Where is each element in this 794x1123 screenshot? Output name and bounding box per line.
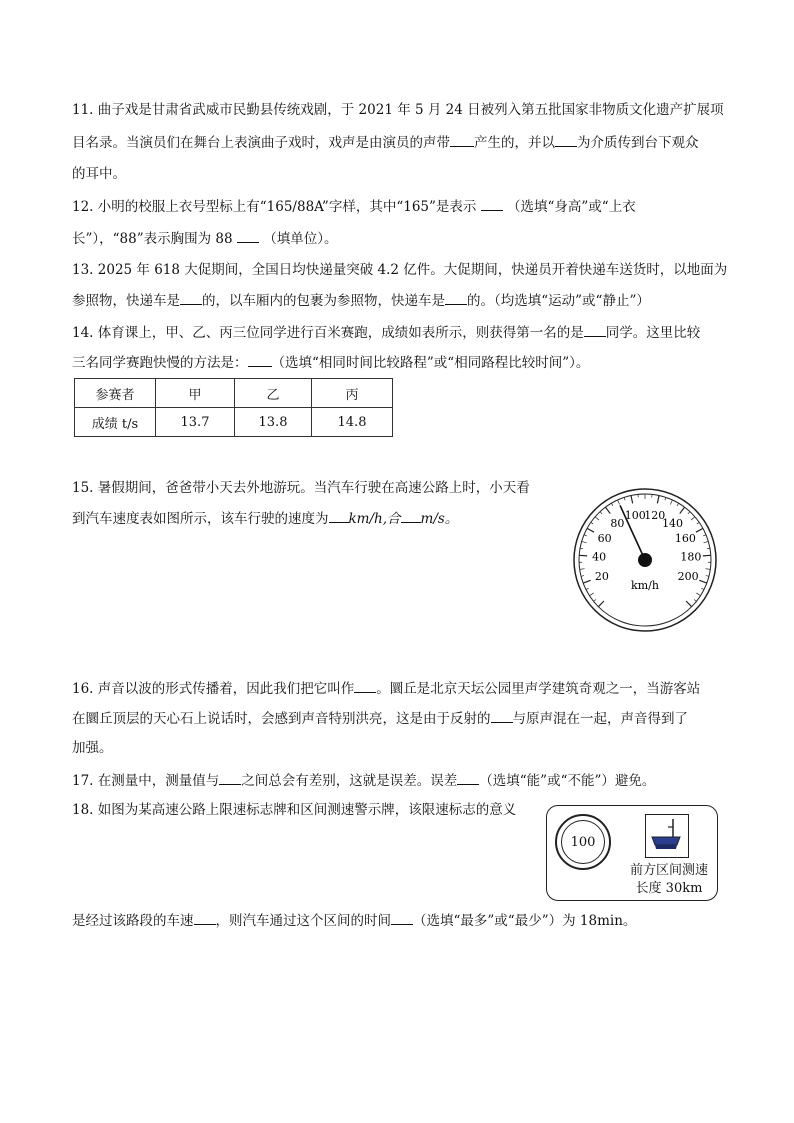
gauge-tick-label: 160 <box>674 531 696 545</box>
table-header-cell: 甲 <box>156 379 235 408</box>
q16-blank-1[interactable] <box>354 678 376 693</box>
q18-line2 <box>72 910 636 931</box>
q15-text-b: km/h,合 <box>348 511 401 527</box>
q15-line2 <box>72 508 458 529</box>
q14-text-c: 三名同学赛跑快慢的方法是： <box>72 355 248 371</box>
speed-camera-icon <box>646 815 687 856</box>
q11-line3: 的耳中。 <box>72 166 126 182</box>
q11-line1: 11. 曲子戏是甘肃省武威市民勤县传统戏剧，于 2021 年 5 月 24 日被列入第五批国家非物质文化遗产扩展项 <box>72 102 724 118</box>
q18-text-c: （选填“最多”或“最少”）为 18min。 <box>413 913 637 929</box>
sign-text-line1: 前方区间测速 <box>629 863 708 878</box>
table-row <box>75 408 393 437</box>
q11-text-a: 目名录。当演员们在舞台上表演曲子戏时，戏声是由演员的声带 <box>72 135 450 151</box>
q11-blank-1[interactable] <box>450 132 474 147</box>
sign-text-line2: 长度 30km <box>635 881 703 896</box>
q17-text-b: 之间总会有差别，这就是误差。误差 <box>241 773 458 789</box>
table-row <box>75 379 393 408</box>
q15-text-c: m/s。 <box>420 511 459 527</box>
q17-text-a: 17. 在测量中，测量值与 <box>72 773 220 789</box>
gauge-hub <box>638 553 652 567</box>
q16-text-c: 在圜丘顶层的天心石上说话时，会感到声音特别洪亮，这是由于反射的 <box>72 711 491 727</box>
road-sign-panel <box>546 805 718 901</box>
table-header-cell: 参赛者 <box>75 379 156 408</box>
q14-text-d: （选填“相同时间比较路程”或“相同路程比较时间”）。 <box>271 355 590 371</box>
speedometer-gauge <box>572 487 718 633</box>
gauge-tick-label: 180 <box>680 550 702 564</box>
table-row-label: 成绩 t/s <box>75 408 156 437</box>
q15-blank-1[interactable] <box>329 508 349 523</box>
q12-blank-1[interactable] <box>481 196 503 211</box>
q18-blank-2[interactable] <box>391 910 413 925</box>
q16-blank-2[interactable] <box>491 708 513 723</box>
q17-blank-1[interactable] <box>219 770 241 785</box>
gauge-tick-label: 60 <box>597 531 612 545</box>
q13-text-c: 的。（均选填“运动”或“静止”） <box>467 293 650 309</box>
table-header-cell: 丙 <box>312 379 393 408</box>
q16-text-b: 。圜丘是北京天坛公园里声学建筑奇观之一，当游客站 <box>376 681 701 697</box>
q14-text-b: 同学。这里比较 <box>605 325 701 341</box>
q14-line2 <box>72 352 589 373</box>
gauge-tick-label: 100 <box>624 509 646 523</box>
q13-line2 <box>72 290 650 311</box>
q18-text-a: 是经过该路段的车速 <box>72 913 194 929</box>
gauge-tick-label: 120 <box>644 509 666 523</box>
q11-text-c: 为介质传到台下观众 <box>577 135 699 151</box>
gauge-tick-label: 80 <box>610 517 625 531</box>
speed-limit-sign <box>555 814 611 870</box>
gauge-unit-label: km/h <box>631 579 659 592</box>
q18-line1: 18. 如图为某高速公路上限速标志牌和区间测速警示牌，该限速标志的意义 <box>72 802 517 818</box>
q11-blank-2[interactable] <box>555 132 577 147</box>
q17-blank-2[interactable] <box>457 770 479 785</box>
q18-text-b: ，则汽车通过这个区间的时间 <box>215 913 391 929</box>
q12-text-b: （选填“身高”或“上衣 <box>507 199 636 215</box>
q13-line1: 13. 2025 年 618 大促期间，全国日均快递量突破 4.2 亿件。大促期间，快递员开着快递车送货时，以地面为 <box>72 262 728 278</box>
table-header-cell: 乙 <box>235 379 312 408</box>
q14-blank-1[interactable] <box>584 322 606 337</box>
q12-line1 <box>72 196 636 217</box>
gauge-tick <box>579 555 587 556</box>
q14-line1 <box>72 322 700 343</box>
q14-blank-2[interactable] <box>248 352 272 367</box>
q12-text-d: （填单位）。 <box>263 231 338 247</box>
q13-blank-2[interactable] <box>445 290 467 305</box>
q17-text-c: （选填“能”或“不能”）避免。 <box>479 773 656 789</box>
q15-text-a: 到汽车速度表如图所示，该车行驶的速度为 <box>72 511 329 527</box>
gauge-tick-label: 20 <box>594 570 609 584</box>
gauge-tick-label: 40 <box>592 550 607 564</box>
score-table <box>74 378 393 437</box>
q16-line2 <box>72 708 688 729</box>
q13-text-a: 参照物，快递车是 <box>72 293 180 309</box>
q12-text-a: 12. 小明的校服上衣号型标上有“165/88A”字样，其中“165”是表示 <box>72 199 477 215</box>
gauge-tick-label: 200 <box>677 570 699 584</box>
q18-blank-1[interactable] <box>194 910 216 925</box>
table-cell: 13.7 <box>156 408 235 437</box>
q14-text-a: 14. 体育课上，甲、乙、丙三位同学进行百米赛跑，成绩如表所示，则获得第一名的是 <box>72 325 584 341</box>
q11-line2 <box>72 132 699 153</box>
q16-line1 <box>72 678 700 699</box>
speed-limit-value: 100 <box>561 820 605 864</box>
table-cell: 14.8 <box>312 408 393 437</box>
q13-text-b: 的，以车厢内的包裹为参照物，快递车是 <box>202 293 445 309</box>
q13-blank-1[interactable] <box>180 290 202 305</box>
q16-text-a: 16. 声音以波的形式传播着，因此我们把它叫作 <box>72 681 355 697</box>
q16-text-d: 与原声混在一起，声音得到了 <box>512 711 688 727</box>
table-cell: 13.8 <box>235 408 312 437</box>
q11-text-b: 产生的，并以 <box>474 135 555 151</box>
q15-line1: 15. 暑假期间，爸爸带小天去外地游玩。当汽车行驶在高速公路上时，小天看 <box>72 480 530 496</box>
q15-blank-2[interactable] <box>401 508 421 523</box>
gauge-tick-label: 140 <box>662 517 684 531</box>
camera-icon <box>645 814 689 858</box>
q17-line1 <box>72 770 655 791</box>
q12-line2 <box>72 228 337 249</box>
q12-blank-2[interactable] <box>237 228 259 243</box>
gauge-tick <box>703 555 711 556</box>
q12-text-c: 长”），“88”表示胸围为 88 <box>72 231 233 247</box>
q16-line3: 加强。 <box>72 740 113 756</box>
